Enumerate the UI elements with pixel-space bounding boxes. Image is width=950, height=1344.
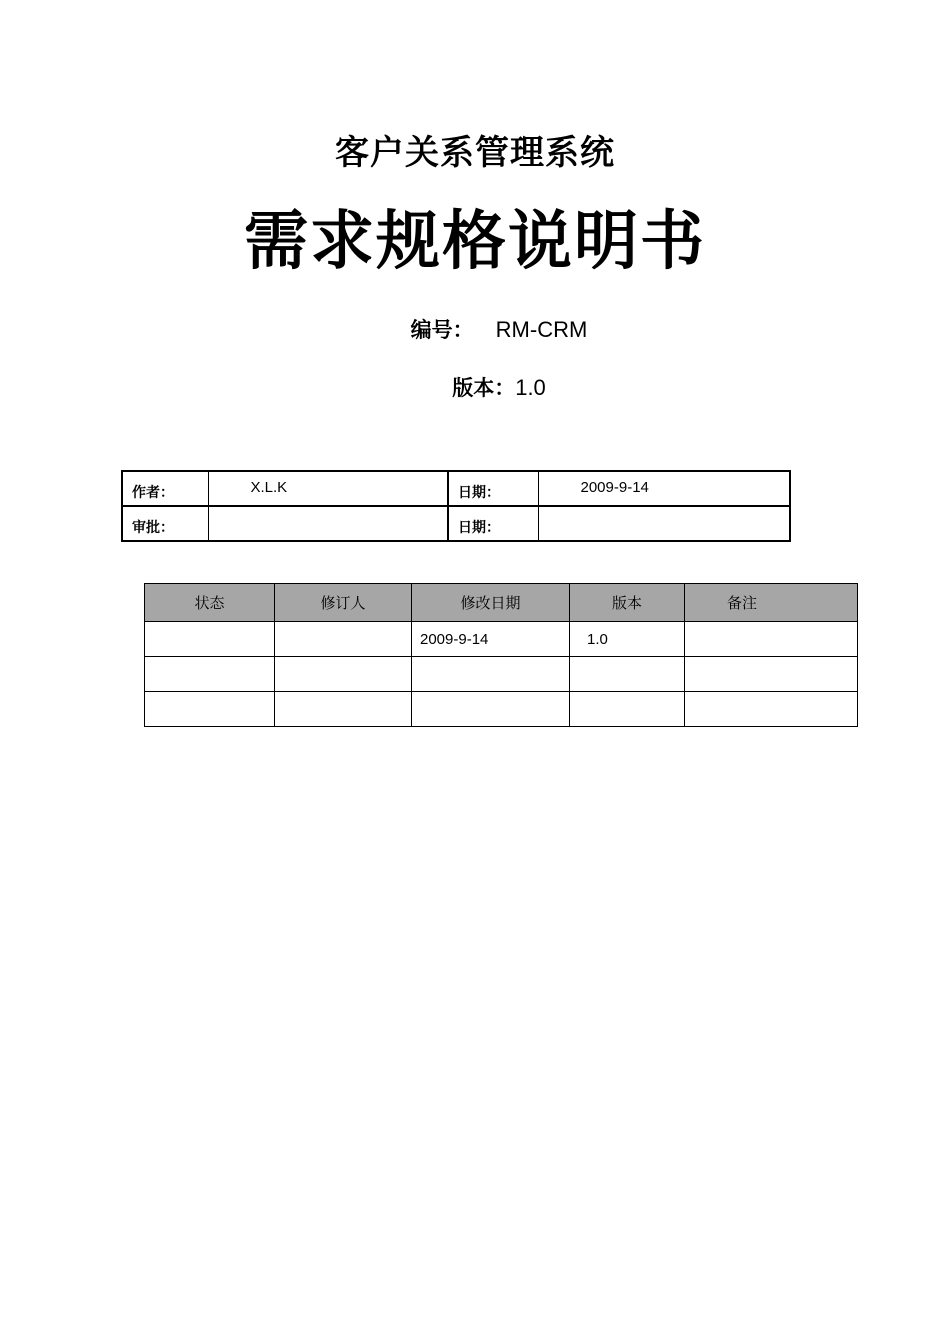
revision-table xyxy=(144,583,858,727)
author-label: 作者： xyxy=(122,471,208,506)
approval-row-approver xyxy=(122,506,790,541)
approver-date-value xyxy=(538,506,790,541)
approver-date-label: 日期： xyxy=(448,506,538,541)
cell-status xyxy=(145,692,275,727)
approval-row-author xyxy=(122,471,790,506)
cell-status xyxy=(145,657,275,692)
cell-modified-date xyxy=(412,657,570,692)
cell-version xyxy=(570,692,685,727)
document-code xyxy=(0,315,950,345)
approval-table xyxy=(121,470,791,542)
table-row xyxy=(145,622,858,657)
cell-notes xyxy=(685,692,858,727)
cell-reviser xyxy=(275,657,412,692)
cell-version xyxy=(570,657,685,692)
cell-reviser xyxy=(275,622,412,657)
cell-status xyxy=(145,622,275,657)
revision-header-row xyxy=(145,584,858,622)
document-version-value: 1.0 xyxy=(515,375,546,400)
header-version: 版本 xyxy=(570,584,685,622)
cell-modified-date xyxy=(412,692,570,727)
header-notes: 备注 xyxy=(685,584,858,622)
author-date-label: 日期： xyxy=(448,471,538,506)
cell-notes xyxy=(685,622,858,657)
approver-value xyxy=(208,506,448,541)
cell-notes xyxy=(685,657,858,692)
header-status: 状态 xyxy=(145,584,275,622)
author-date-value: 2009-9-14 xyxy=(538,471,790,506)
cell-reviser xyxy=(275,692,412,727)
table-row xyxy=(145,657,858,692)
cell-version: 1.0 xyxy=(570,622,685,657)
document-code-label: 编号： xyxy=(410,318,474,342)
document-subtitle: 客户关系管理系统 xyxy=(335,133,615,173)
document-version-label: 版本： xyxy=(452,376,516,400)
document-code-value: RM-CRM xyxy=(495,317,588,342)
document-title: 需求规格说明书 xyxy=(244,205,706,279)
header-reviser: 修订人 xyxy=(275,584,412,622)
table-row xyxy=(145,692,858,727)
author-value: X.L.K xyxy=(208,471,448,506)
header-modified-date: 修改日期 xyxy=(412,584,570,622)
document-version xyxy=(0,373,950,403)
cell-modified-date: 2009-9-14 xyxy=(412,622,570,657)
approver-label: 审批： xyxy=(122,506,208,541)
